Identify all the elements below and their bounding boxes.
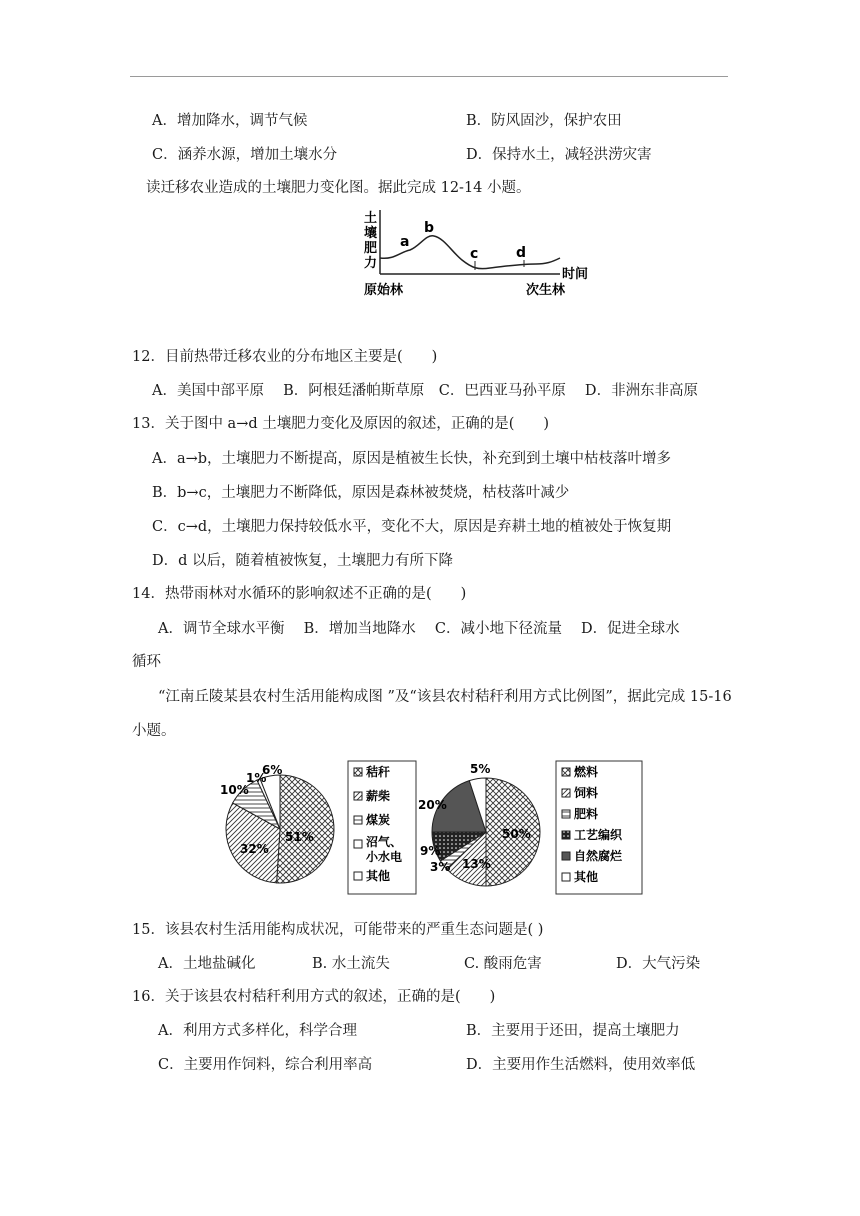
legend2-item: 饲料: [574, 786, 599, 800]
legend-swatch: [354, 872, 362, 880]
q14-options: A．调节全球水平衡 B．增加当地降水 C．减小地下径流量 D．促进全球水: [158, 621, 680, 637]
q12-options: A．美国中部平原 B．阿根廷潘帕斯草原 C．巴西亚马孙平原 D．非洲东非高原: [152, 383, 699, 399]
q15-stem: 15．该县农村生活用能构成状况，可能带来的严重生态问题是( ): [132, 922, 544, 938]
legend-swatch: [562, 831, 570, 839]
pie1-label-51: 51%: [285, 830, 314, 844]
legend1-item: 薪柴: [366, 789, 391, 803]
point-label-d: d: [516, 245, 527, 261]
legend2-item: 工艺编织: [574, 828, 623, 842]
pie2-label-13: 13%: [462, 857, 491, 871]
q15-option-c: C. 酸雨危害: [464, 956, 542, 972]
q14-stem: 14．热带雨林对水循环的影响叙述不正确的是( ): [132, 586, 467, 602]
pie1-label-10: 10%: [220, 783, 249, 797]
legend2-item: 燃料: [574, 765, 599, 779]
point-label-c: c: [470, 246, 479, 262]
q16-option-b: B．主要用于还田，提高土壤肥力: [466, 1023, 680, 1039]
q16-option-d: D．主要用作生活燃料，使用效率低: [466, 1057, 696, 1073]
legend-swatch: [354, 816, 362, 824]
q15-option-a: A．土地盐碱化: [158, 956, 256, 972]
legend-swatch: [562, 768, 570, 776]
q13-stem: 13．关于图中 a→d 土壤肥力变化及原因的叙述，正确的是( ): [132, 416, 550, 432]
pie1-label-6: 6%: [262, 763, 283, 777]
x-axis-label: 时间: [562, 267, 589, 282]
pie1-label-1: 1%: [246, 771, 267, 785]
end-label: 次生林: [526, 283, 566, 298]
q11-option-a: A．增加降水，调节气候: [152, 113, 308, 129]
ylabel-char: 壤: [364, 226, 378, 241]
legend1-item: 小水电: [366, 850, 403, 864]
q15-option-d: D．大气污染: [616, 956, 701, 972]
q15-option-b: B. 水土流失: [312, 956, 390, 972]
start-label: 原始林: [364, 283, 404, 298]
legend-1: [348, 761, 416, 894]
pie2-label-3: 3%: [430, 860, 451, 874]
legend-swatch: [562, 789, 570, 797]
q16-stem: 16．关于该县农村秸秆利用方式的叙述，正确的是( ): [132, 989, 496, 1005]
intro-12-14: 读迁移农业造成的土壤肥力变化图。据此完成 12-14 小题。: [146, 180, 531, 196]
pie2-label-9: 9%: [420, 844, 441, 858]
legend-swatch: [562, 852, 570, 860]
pie2-label-50: 50%: [502, 827, 531, 841]
q16-option-a: A．利用方式多样化，科学合理: [158, 1023, 357, 1039]
q13-option-a: A．a→b，土壤肥力不断提高，原因是植被生长快，补充到到土壤中枯枝落叶增多: [152, 451, 672, 467]
q16-option-c: C．主要用作饲料，综合利用率高: [158, 1057, 373, 1073]
point-label-a: a: [400, 234, 410, 250]
pie1-slice: [277, 775, 334, 883]
q11-option-d: D．保持水土，减轻洪涝灾害: [466, 147, 652, 163]
soil-fertility-chart: [360, 208, 590, 300]
legend-swatch: [354, 792, 362, 800]
legend2-item: 其他: [574, 870, 599, 884]
legend-swatch: [354, 840, 362, 848]
q13-option-c: C．c→d，土壤肥力保持较低水平，变化不大，原因是弃耕土地的植被处于恢复期: [152, 519, 672, 535]
legend2-item: 肥料: [574, 807, 599, 821]
q13-option-b: B．b→c，土壤肥力不断降低，原因是森林被焚烧，枯枝落叶减少: [152, 485, 570, 501]
legend-2: [556, 761, 642, 894]
ylabel-char: 肥: [364, 241, 378, 256]
legend-swatch: [354, 768, 362, 776]
header-rule: [130, 76, 728, 77]
ylabel-char: 土: [364, 211, 378, 226]
q11-option-c: C．涵养水源，增加土壤水分: [152, 147, 338, 163]
pie2-label-20: 20%: [418, 798, 447, 812]
pie1-label-32: 32%: [240, 842, 269, 856]
q11-option-b: B．防风固沙，保护农田: [466, 113, 622, 129]
pie-charts-figure: [214, 758, 646, 898]
q13-option-d: D．d 以后，随着植被恢复，土壤肥力有所下降: [152, 553, 454, 569]
legend1-item: 煤炭: [366, 813, 391, 827]
intro-15-16: “江南丘陵某县农村生活用能构成图 ”及“该县农村秸秆利用方式比例图”，据此完成 15-16: [158, 689, 732, 705]
pie2-label-5: 5%: [470, 762, 491, 776]
legend1-item: 其他: [366, 869, 391, 883]
legend1-item: 沼气、: [366, 835, 403, 849]
legend-swatch: [562, 810, 570, 818]
legend1-item: 秸秆: [366, 765, 391, 779]
legend-swatch: [562, 873, 570, 881]
point-label-b: b: [424, 220, 435, 236]
q12-stem: 12．目前热带迁移农业的分布地区主要是( ): [132, 349, 438, 365]
ylabel-char: 力: [364, 256, 378, 271]
legend2-item: 自然腐烂: [574, 849, 623, 863]
intro-15-16-wrap: 小题。: [132, 723, 176, 739]
q14-options-wrap: 循环: [132, 654, 161, 670]
